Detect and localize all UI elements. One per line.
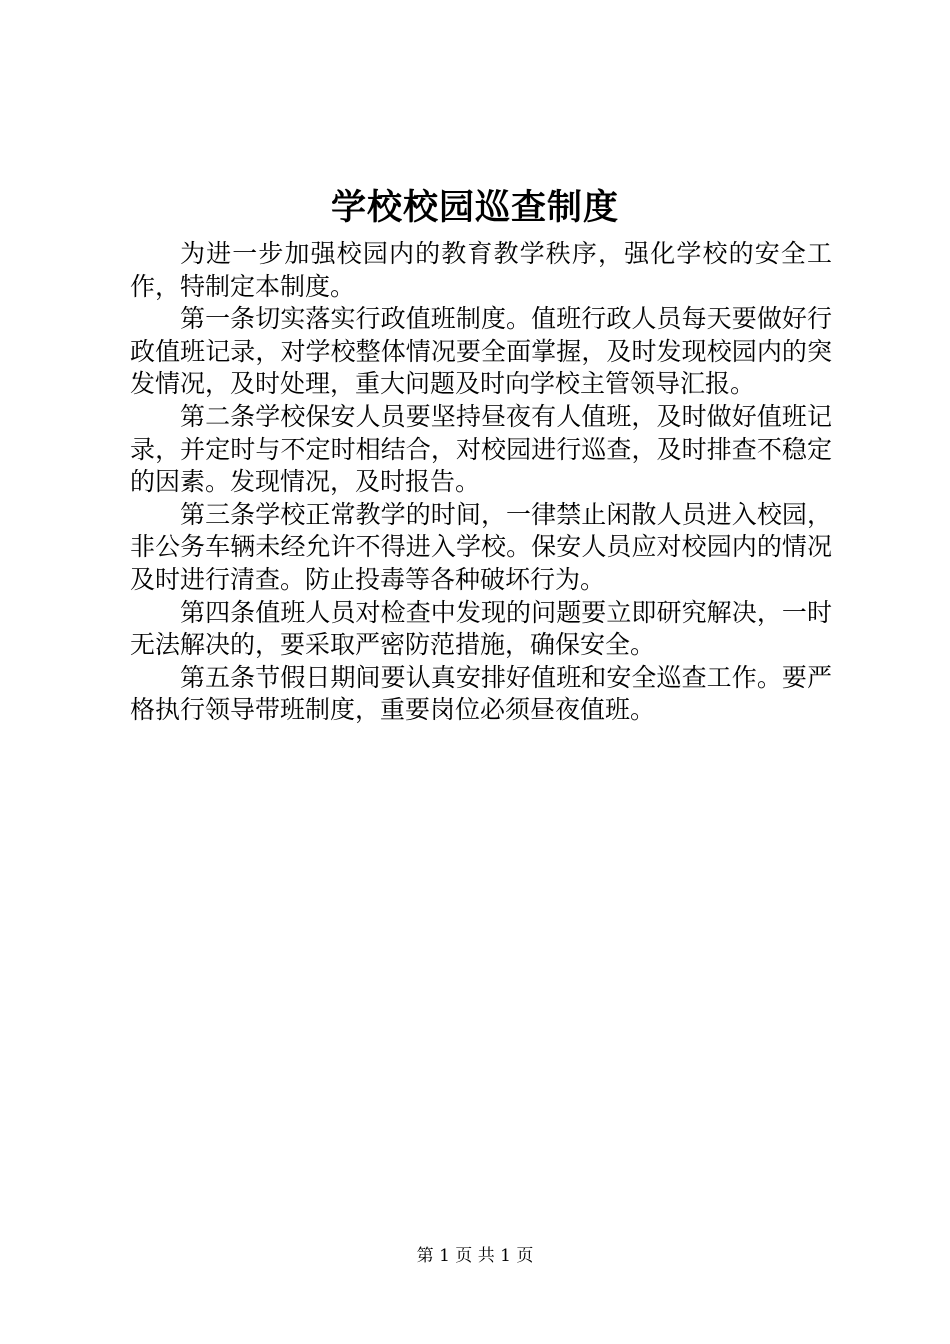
page-footer: 第 1 页 共 1 页 [416,1246,534,1266]
paragraph-article-2: 第二条学校保安人员要坚持昼夜有人值班，及时做好值班记录，并定时与不定时相结合，对校园进行巡查，及时排查不稳定的因素。发现情况，及时报告。 [130,401,832,497]
document-title: 学校校园巡查制度 [330,187,619,228]
paragraph-article-5: 第五条节假日期间要认真安排好值班和安全巡查工作。要严格执行领导带班制度，重要岗位必须昼夜值班。 [130,662,832,725]
paragraph-article-3: 第三条学校正常教学的时间，一律禁止闲散人员进入校园，非公务车辆未经允许不得进入学校。保安人员应对校园内的情况及时进行清查。防止投毒等各种破坏行为。 [130,499,832,594]
paragraph-article-4: 第四条值班人员对检查中发现的问题要立即研究解决，一时无法解决的，要采取严密防范措施，确保安全。 [130,597,832,660]
paragraph-intro: 为进一步加强校园内的教育教学秩序，强化学校的安全工作，特制定本制度。 [130,239,832,301]
document-body [130,238,832,727]
paragraph-article-1: 第一条切实落实行政值班制度。值班行政人员每天要做好行政值班记录，对学校整体情况要全面掌握，及时发现校园内的突发情况，及时处理，重大问题及时向学校主管领导汇报。 [130,304,832,399]
